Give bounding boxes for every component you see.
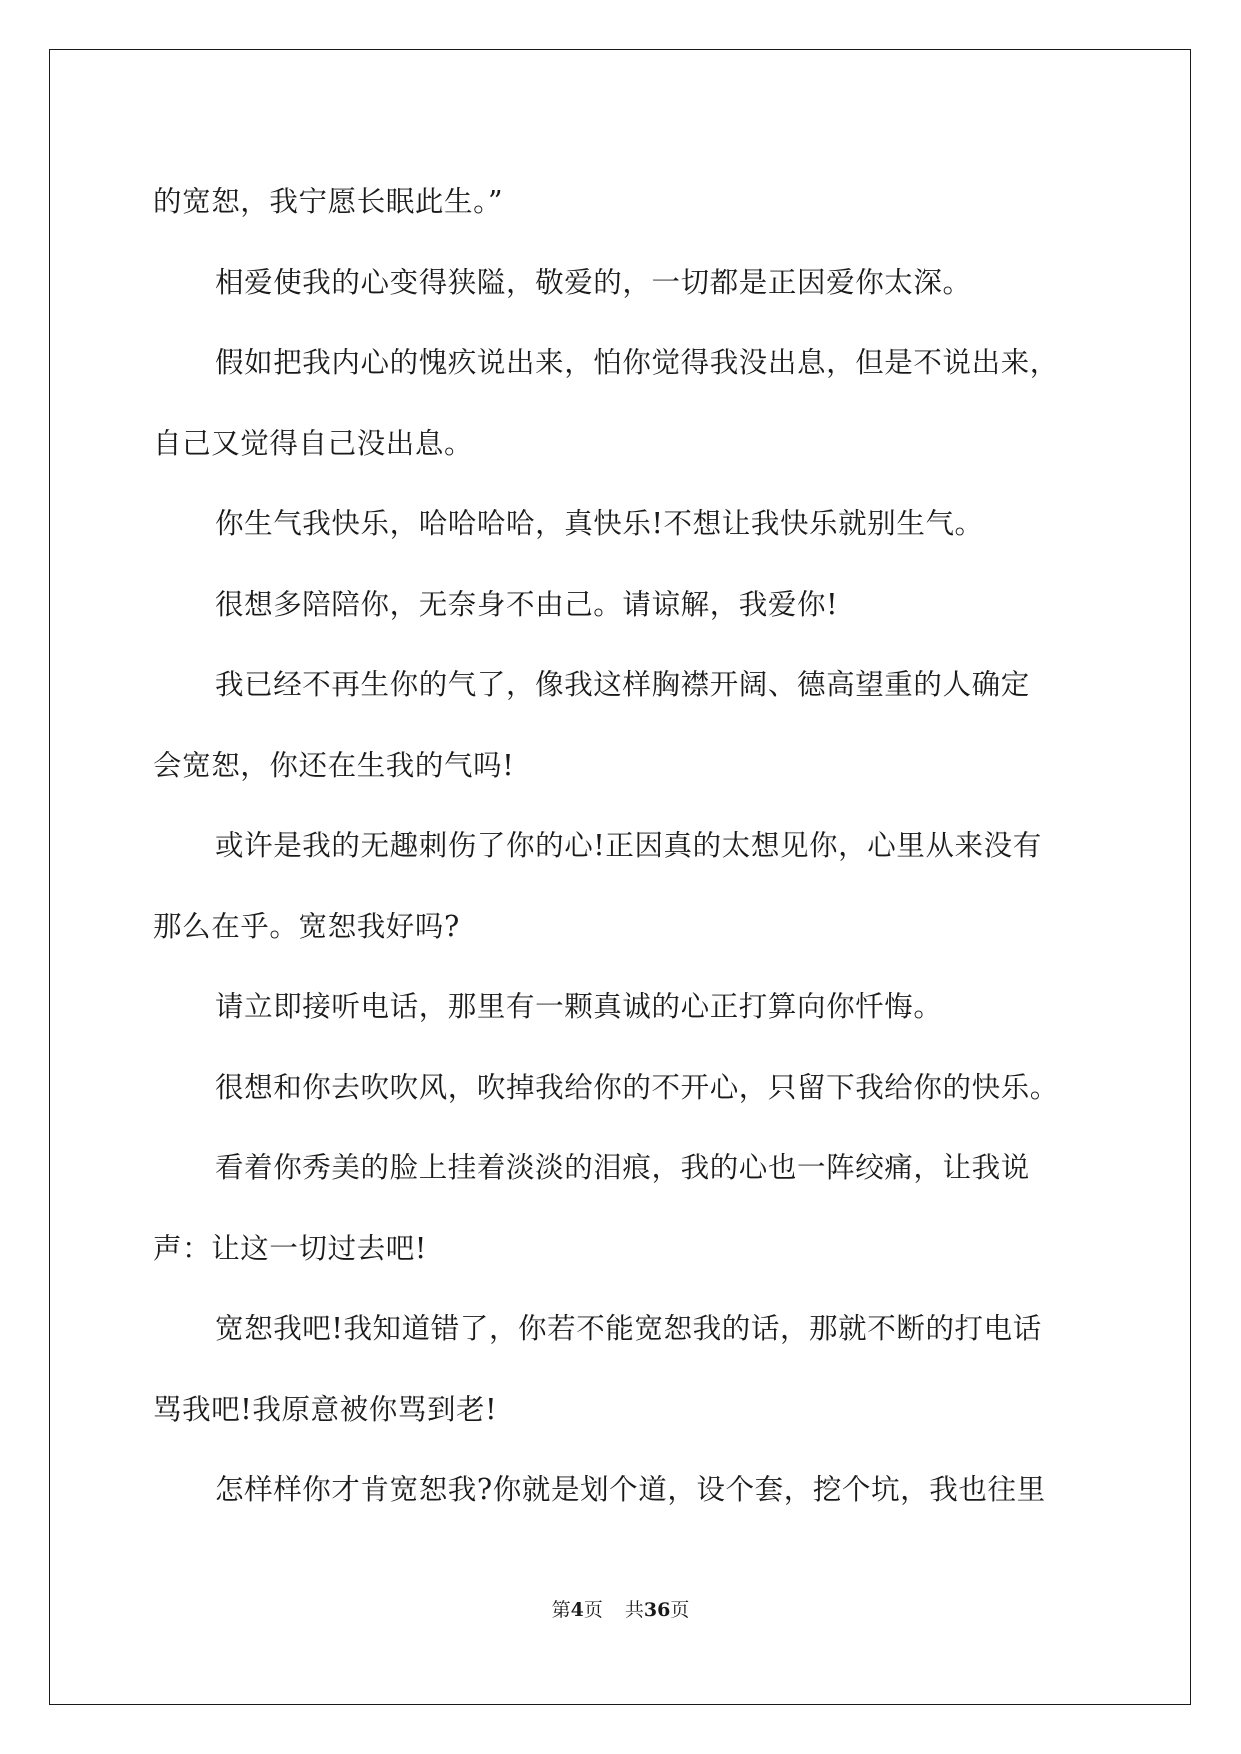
paragraph-line: 请立即接听电话，那里有一颗真诚的心正打算向你忏悔。 [215, 990, 943, 1023]
paragraph-line: 或许是我的无趣刺伤了你的心!正因真的太想见你，心里从来没有 [215, 829, 1042, 862]
total-suffix: 页 [670, 1599, 690, 1621]
paragraph-line: 宽恕我吧!我知道错了，你若不能宽恕我的话，那就不断的打电话 [215, 1312, 1042, 1345]
page-suffix: 页 [583, 1599, 603, 1621]
paragraph-line: 我已经不再生你的气了，像我这样胸襟开阔、德高望重的人确定 [215, 668, 1030, 701]
page-footer [0, 1595, 1241, 1622]
paragraph-line: 相爱使我的心变得狭隘，敬爱的，一切都是正因爱你太深。 [215, 265, 972, 299]
page-prefix: 第 [551, 1599, 571, 1621]
paragraph-line: 你生气我快乐，哈哈哈哈，真快乐!不想让我快乐就别生气。 [215, 507, 984, 540]
paragraph-line: 自己又觉得自己没出息。 [153, 426, 474, 460]
document-body [153, 162, 1093, 1531]
paragraph-line: 那么在乎。宽恕我好吗? [153, 909, 460, 943]
paragraph-line: 声：让这一切过去吧! [153, 1231, 427, 1265]
paragraph-line: 会宽恕，你还在生我的气吗! [153, 748, 515, 782]
total-pages: 36 [643, 1599, 671, 1621]
paragraph-line: 骂我吧!我原意被你骂到老! [153, 1392, 498, 1426]
paragraph-line: 怎样样你才肯宽恕我?你就是划个道，设个套，挖个坑，我也往里 [215, 1473, 1046, 1506]
paragraph-line: 的宽恕，我宁愿长眠此生。” [153, 185, 504, 218]
paragraph-line: 看着你秀美的脸上挂着淡淡的泪痕，我的心也一阵绞痛，让我说 [215, 1151, 1030, 1184]
paragraph-line: 很想和你去吹吹风，吹掉我给你的不开心，只留下我给你的快乐。 [215, 1070, 1059, 1104]
total-prefix: 共 [624, 1599, 644, 1621]
paragraph-line: 很想多陪陪你，无奈身不由己。请谅解，我爱你! [215, 587, 839, 621]
paragraph-line: 假如把我内心的愧疚说出来，怕你觉得我没出息，但是不说出来， [215, 346, 1059, 379]
page-number: 4 [570, 1599, 584, 1621]
